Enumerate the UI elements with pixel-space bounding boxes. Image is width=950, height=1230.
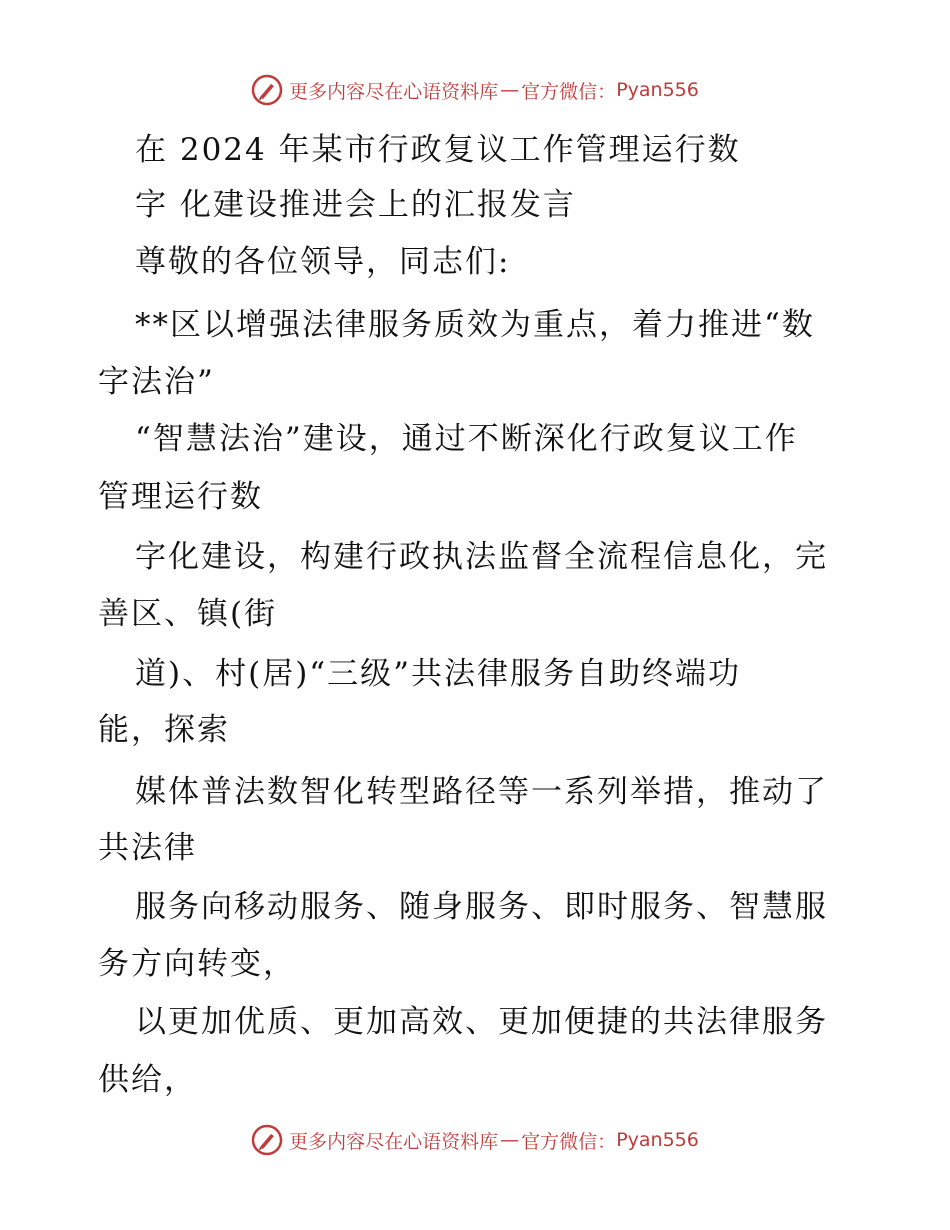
pen-circle-logo-icon (251, 1124, 283, 1156)
doc-line: “智慧法治”建设，通过不断深化行政复议工作 (135, 421, 798, 457)
doc-line: 字化建设，构建行政执法监督全流程信息化，完 (135, 539, 828, 575)
doc-line: 务方向转变， (98, 946, 296, 982)
watermark-banner-top (0, 72, 950, 108)
watermark-account: Pyan556 (616, 1129, 699, 1151)
doc-line: 服务向移动服务、随身服务、即时服务、智慧服 (135, 889, 828, 925)
pen-circle-logo-icon (251, 74, 283, 106)
doc-line: 供给， (98, 1062, 197, 1098)
watermark-banner-bottom (0, 1122, 950, 1158)
doc-line: 共法律 (98, 830, 197, 866)
watermark-text: 更多内容尽在心语资料库 (289, 1130, 499, 1153)
doc-line: 字法治” (98, 364, 215, 400)
doc-title-line-1: 在 2024 年某市行政复议工作管理运行数 (135, 132, 741, 168)
doc-line: 能，探索 (98, 712, 230, 748)
watermark-text: 更多内容尽在心语资料库 (289, 80, 499, 103)
watermark-wechat-label: 官方微信： (521, 1130, 617, 1153)
watermark-separator: — (500, 79, 520, 101)
doc-line: **区以增强法律服务质效为重点，着力推进“数 (135, 307, 815, 343)
doc-line: 媒体普法数智化转型路径等一系列举措，推动了 (135, 774, 828, 810)
watermark-wechat-label: 官方微信： (521, 80, 617, 103)
doc-line: 管理运行数 (98, 479, 263, 515)
doc-title-line-2: 字 化建设推进会上的汇报发言 (135, 187, 576, 223)
doc-salutation: 尊敬的各位领导，同志们: (135, 244, 511, 280)
doc-line: 以更加优质、更加高效、更加便捷的共法律服务 (135, 1004, 828, 1040)
doc-line: 善区、镇(街 (98, 596, 278, 632)
watermark-separator: — (500, 1129, 520, 1151)
doc-line: 道)、村(居)“三级”共法律服务自助终端功 (135, 656, 741, 692)
watermark-account: Pyan556 (616, 79, 699, 101)
